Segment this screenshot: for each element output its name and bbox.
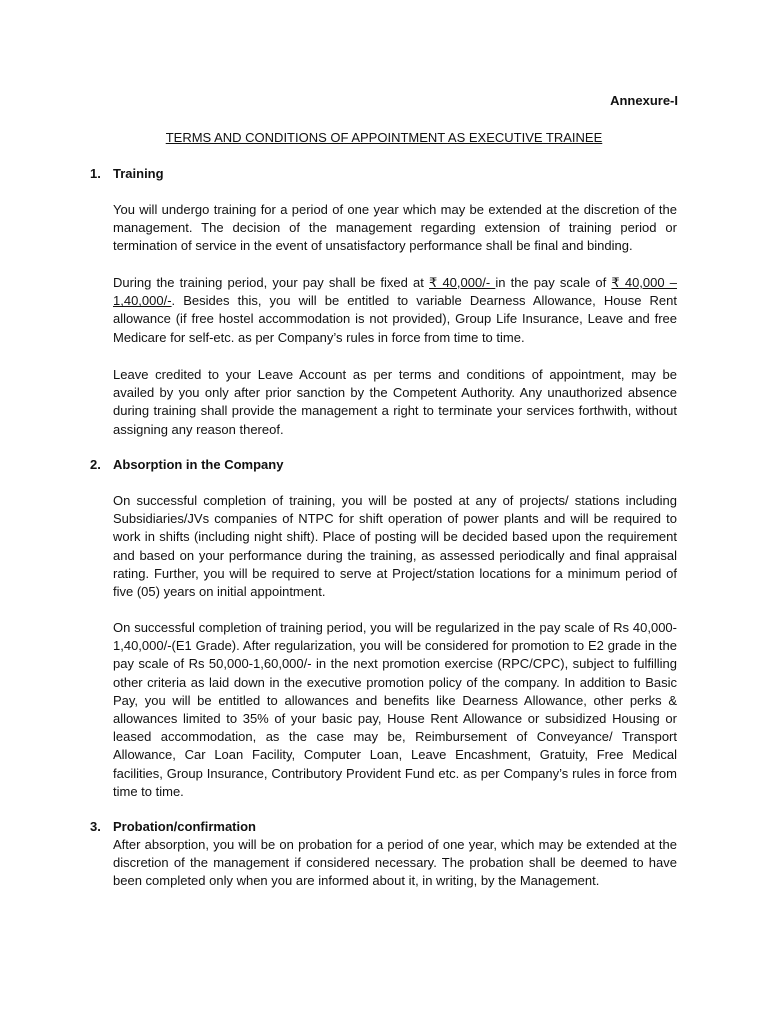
annexure-label: Annexure-I (610, 93, 678, 108)
absorption-paragraph-1: On successful completion of training, you will be posted at any of projects/ stations including Subsidiaries/JVs companies of NTPC for shift operation of power plants and will be required to work in shifts (including night shift). Place of posting will be decided based upon the requirement and based on your performance during the training, as assessed periodically and final appraisal rating. Further, you will be required to serve at Project/station locations for a minimum period of five (05) years on initial appointment. (113, 493, 677, 600)
probation-paragraph-1: After absorption, you will be on probation for a period of one year, which may be extended at the discretion of the management if considered necessary. The probation shall be deemed to have been completed only when you are informed about it, in writing, by the Management. (113, 837, 677, 889)
training-paragraph-3: Leave credited to your Leave Account as per terms and conditions of appointment, may be availed by you only after prior sanction by the Competent Authority. Any unauthorized absence during training shall provide the management a right to terminate your services forthwith, without assigning any reason thereof. (113, 367, 677, 437)
section-title: Training (113, 166, 164, 181)
pay-text-3: . Besides this, you will be entitled to variable Dearness Allowance, House Rent allowance (if free hostel accommodation is not provided), Group Life Insurance, Leave and free Medicare for self-etc. as per Company’s rules in force from time to time. (113, 293, 677, 345)
section-title: Probation/confirmation (113, 819, 256, 834)
section-number: 3. (90, 819, 101, 834)
section-number: 2. (90, 457, 101, 472)
section-2-heading (90, 457, 283, 472)
section-1-heading (90, 166, 164, 181)
training-paragraph-2 (113, 274, 677, 347)
pay-text-1: During the training period, your pay shall be fixed at (113, 275, 430, 290)
document-title: TERMS AND CONDITIONS OF APPOINTMENT AS EXECUTIVE TRAINEE (165, 130, 603, 145)
training-paragraph-1: You will undergo training for a period of one year which may be extended at the discretion of the management. The decision of the management regarding extension of training period or termination of service in the event of unsatisfactory performance shall be final and binding. (113, 202, 677, 254)
section-3-heading (90, 819, 256, 834)
pay-scale: ₹ 40,000 – 1,40,000/- (113, 275, 677, 309)
absorption-paragraph-2: On successful completion of training period, you will be regularized in the pay scale of Rs 40,000-1,40,000/-(E1 Grade). After regularization, you will be considered for promotion to E2 grade in the pay scale of Rs 50,000-1,60,000/- in the next promotion exercise (RPC/CPC), subject to fulfilling other criteria as laid down in the executive promotion policy of the company. In addition to Basic Pay, you will be entitled to allowances and benefits like Dearness Allowance, other perks & allowances limited to 35% of your basic pay, House Rent Allowance or subsidized Housing or leased accommodation, as the case may be, Reimbursement of Conveyance/ Transport Allowance, Car Loan Facility, Computer Loan, Leave Encashment, Gratuity, Free Medical facilities, Group Insurance, Contributory Provident Fund etc. as per Company’s rules in force from time to time. (113, 620, 677, 799)
section-title: Absorption in the Company (113, 457, 284, 472)
pay-amount: ₹ 40,000/- (429, 275, 496, 290)
section-number: 1. (90, 166, 101, 181)
pay-text-2: in the pay scale of (495, 275, 612, 290)
